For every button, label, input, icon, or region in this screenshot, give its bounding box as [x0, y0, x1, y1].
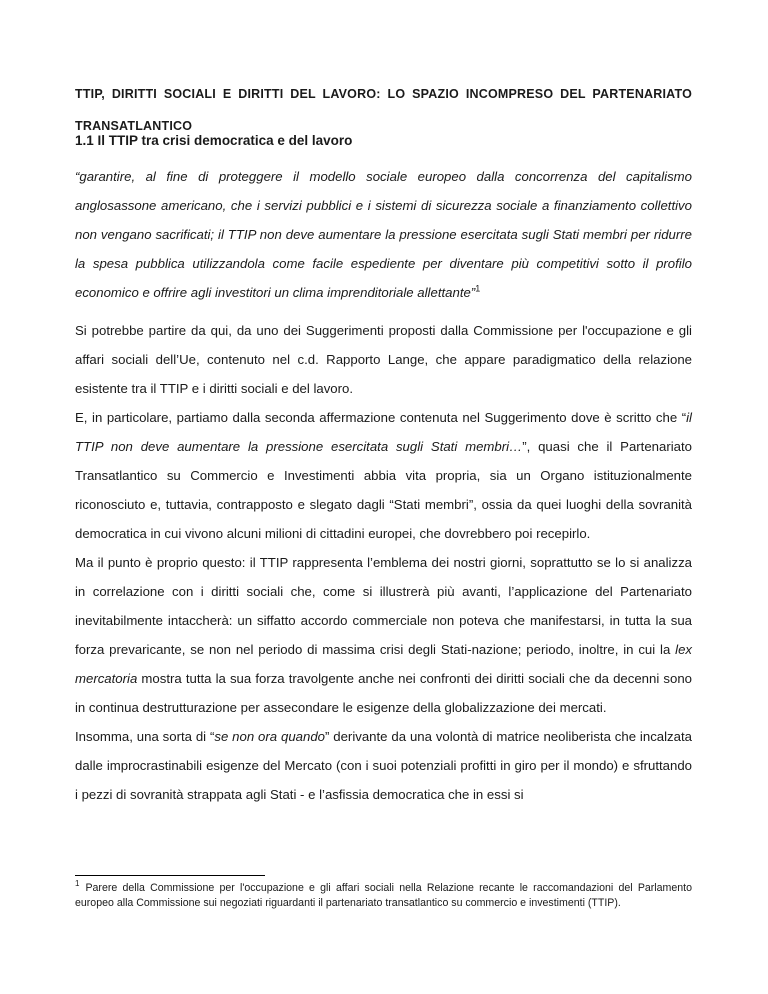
footnote-reference[interactable]: 1 [475, 283, 481, 294]
paragraph-2-text-a: E, in particolare, partiamo dalla seconda affermazione contenuta nel Suggerimento dove è scritto che “ [75, 410, 687, 425]
paragraph-2-text-b: ”, quasi che il Partenariato Transatlantico su Commercio e Investimenti abbia vita propria, sia un Organo istituzionalmente riconosciuto e, tuttavia, contrapposto e slegato dagli “Stati membri”, ossia da quei luoghi della sovranità democratica in cui vivono alcuni milioni di cittadini europei, che dovrebbero poi recepirlo. [75, 439, 692, 541]
paragraph-4-italic: se non ora quando [214, 729, 325, 744]
paragraph-4-text-a: Insomma, una sorta di “ [75, 729, 215, 744]
paragraph-2 [75, 403, 692, 548]
paragraph-4 [75, 722, 692, 809]
footnote-number: 1 [75, 879, 80, 889]
paragraph-3-text-b: mostra tutta la sua forza travolgente anche nei confronti dei diritti sociali che da decenni sono in continua destrutturazione per assecondare le esigenze della globalizzazione dei mercati. [75, 671, 692, 715]
paragraph-3-text-a: Ma il punto è proprio questo: il TTIP rappresenta l’emblema dei nostri giorni, soprattutto se lo si analizza in correlazione con i diritti sociali che, come si illustrerà più avanti, l’applicazione del Partenariato inevitabilmente intaccherà: un siffatto accordo commerciale non poteva che manifestarsi, in tutta la sua forza prevaricante, se non nel periodo di massima crisi degli Stati-nazione; periodo, inoltre, in cui la [75, 555, 692, 657]
paragraph-3 [75, 548, 692, 722]
document-title: TTIP, DIRITTI SOCIALI E DIRITTI DEL LAVORO: LO SPAZIO INCOMPRESO DEL PARTENARIATO TRANSATLANTICO [75, 87, 692, 133]
paragraph-3-italic: lex mercatoria [75, 642, 692, 686]
paragraph-2-italic: il TTIP non deve aumentare la pressione esercitata sugli Stati membri… [75, 410, 692, 454]
body-text [75, 162, 692, 809]
section-heading: 1.1 Il TTIP tra crisi democratica e del lavoro [75, 133, 353, 148]
paragraph-4-text-b: ” derivante da una volontà di matrice neoliberista che incalzata dalle improcrastinabili esigenze del Mercato (con i suoi potenziali profitti in giro per il mondo) e sfruttando i pezzi di sovranità strappata agli Stati - e l’asfissia democratica che in essi si [75, 729, 692, 802]
footnote [75, 881, 692, 911]
quote-text: “garantire, al fine di proteggere il modello sociale europeo dalla concorrenza del capitalismo anglosassone americano, che i servizi pubblici e i sistemi di sicurezza sociale a finanziamento collettivo non vengano sacrificati; il TTIP non deve aumentare la pressione esercitata sugli Stati membri per ridurre la spesa pubblica utilizzandola come facile espediente per diventare più competitivi sotto il profilo economico e offrire agli investitori un clima imprenditoriale allettante” [75, 169, 692, 300]
quote-paragraph [75, 162, 692, 307]
footnote-text: Parere della Commissione per l'occupazione e gli affari sociali nella Relazione recante le raccomandazioni del Parlamento europeo alla Commissione sui negoziati riguardanti il partenariato transatlantico su commercio e investimenti (TTIP). [75, 882, 692, 909]
footnote-separator [75, 875, 265, 876]
paragraph-1: Si potrebbe partire da qui, da uno dei Suggerimenti proposti dalla Commissione per l'occupazione e gli affari sociali dell’Ue, contenuto nel c.d. Rapporto Lange, che appare paradigmatico della relazione esistente tra il TTIP e i diritti sociali e del lavoro. [75, 323, 692, 396]
